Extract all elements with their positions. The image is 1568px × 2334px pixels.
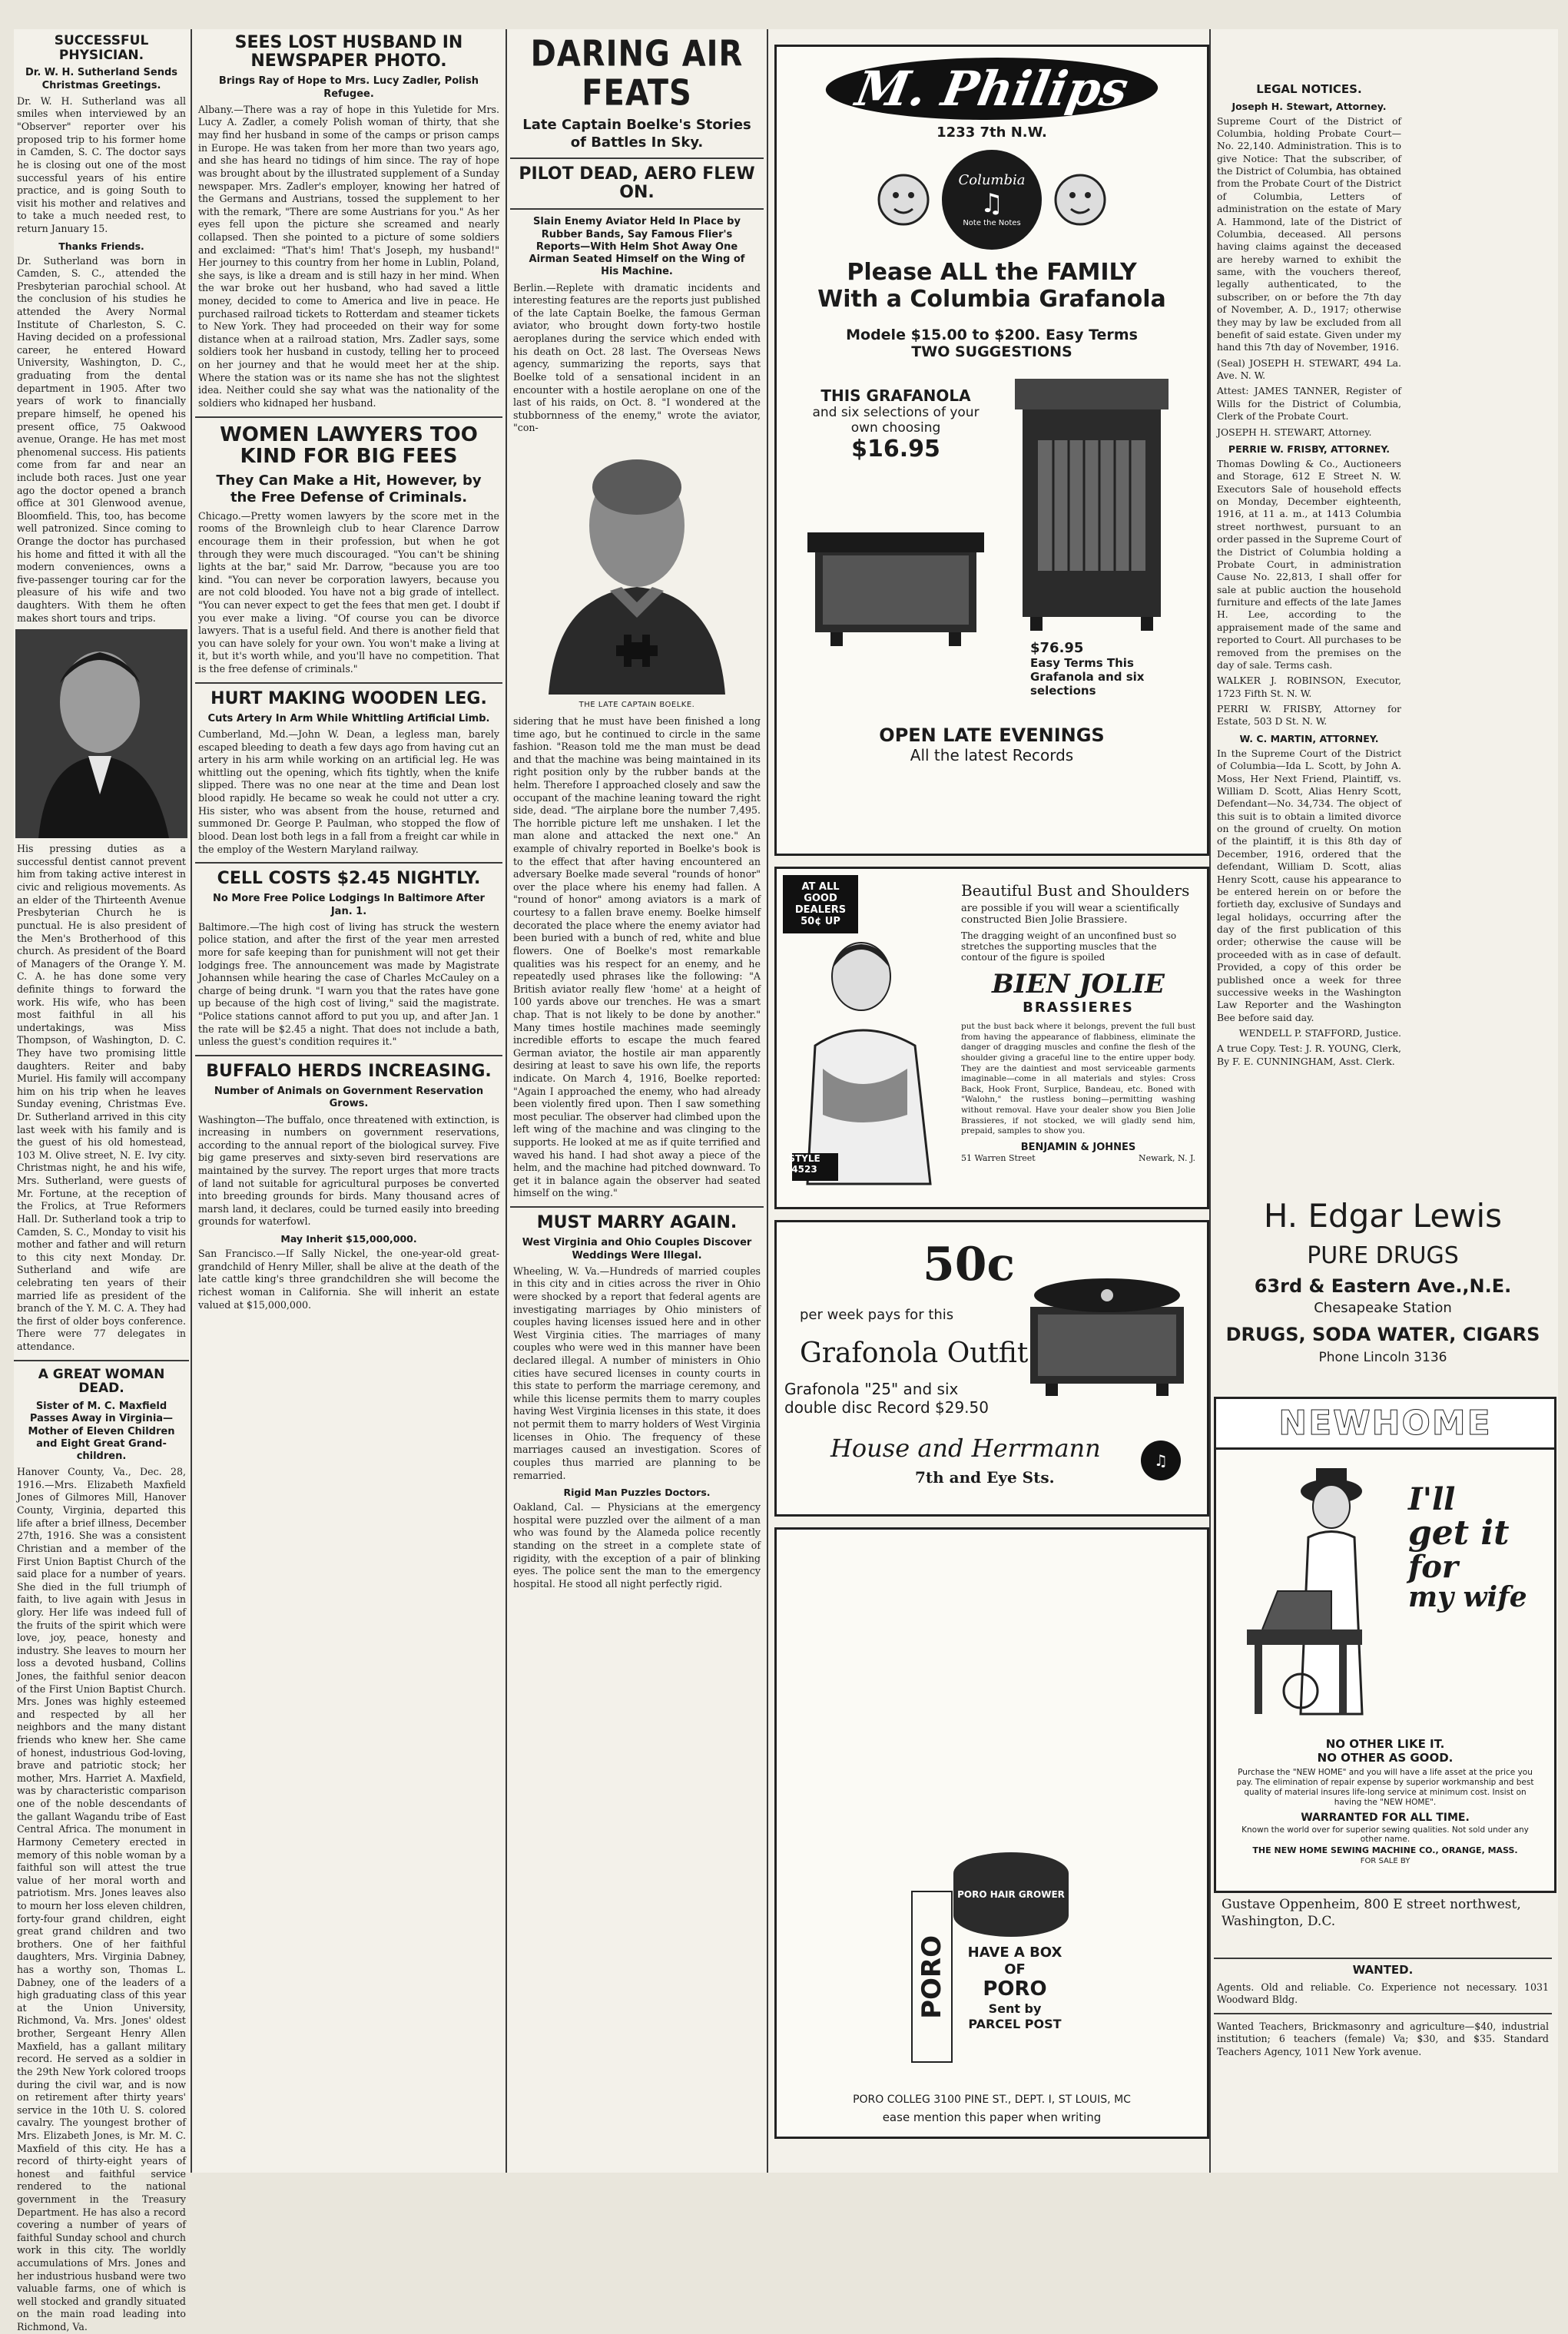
phillips-address: 1233 7th N.W. [936,124,1047,141]
phillips-footer [777,724,1207,764]
face-icon [1049,169,1111,230]
article-text: Cumberland, Md.—John W. Dean, a legless man, barely escaped bleeding to death a few days ago from having cut an artery in his arm while working on an artificial leg. He was whittling out the opening, which fits tightly, when the knife slipped. There was no one near at the time and Dean lost blood rapidly. He became so weak he could not utter a cry. His sister, who was absent from the house, returned and summoned Dr. George P. Paulman, who stopped the flow of blood. Dean lost both legs in a fall from a freight car while in the employ of the Western Maryland railway. [198,728,499,855]
offer-1 [800,386,992,462]
deck-daring-air-feats: Late Captain Boelke's Stories of Battles In Sky. [522,117,751,151]
deck-slain-enemy-aviator: Slain Enemy Aviator Held In Place by Rubber Bands, Say Famous Flier's Reports—With Helm Shot Away One Airman Seated Himself on the Wing of His Machine. [529,216,745,278]
column-rule [1209,29,1211,2173]
bien-street: 51 Warren Street [961,1153,1036,1164]
headline-sees-lost-husband: SEES LOST HUSBAND IN NEWSPAPER PHOTO. [234,33,463,71]
headline-great-woman-dead: A GREAT WOMAN DEAD. [38,1366,165,1397]
no-other-as-good: NO OTHER AS GOOD. [1317,1751,1454,1765]
subhead-rigid-man: Rigid Man Puzzles Doctors. [563,1487,711,1499]
divider [195,1055,502,1056]
new-home-warranted: WARRANTED FOR ALL TIME. [1301,1811,1470,1824]
headline-daring-air-feats: DARING AIR FEATS [530,34,744,114]
wanted-section [1214,1958,1552,2062]
poro-ad [774,1527,1209,2139]
lewis-line-1: PURE DRUGS [1307,1242,1459,1269]
new-home-dealer: Gustave Oppenheim, 800 E street northwest, Washington, D.C. [1222,1897,1521,1930]
offer-1-desc: and six selections of your own choosing [812,405,980,436]
article-text: Dr. W. H. Sutherland was all smiles when interviewed by an "Observer" reporter over his proposed trip to his former home in Camden, S. C. The doctor says he is closing out one of the most successful years of his entire practice, and is going South to visit his mother and relatives and to take a much needed rest, to return January 15. [17,94,186,234]
poro-sent: Sent by PARCEL POST [968,2001,1062,2031]
offer-1-title: THIS GRAFANOLA [820,386,971,405]
phillips-products [777,371,1207,801]
new-home-company: THE NEW HOME SEWING MACHINE CO., ORANGE, MASS. [1252,1845,1518,1855]
phillips-models: Modele $15.00 to $200. Easy Terms [846,327,1138,343]
face-icon [873,169,934,230]
phillips-headline-1: Please ALL the FAMILY [847,259,1137,286]
man-with-machine-illustration [1247,1460,1393,1722]
article-text: Hanover County, Va., Dec. 28, 1916.—Mrs. Elizabeth Maxfield Jones of Gilmores Mill, Hanover County, Virginia, departed this life after a brief illness, December 27th, 1916. She was a consistent Christian and a member of the First Union Baptist Church of the said place for a number of years. She died in the full triumph of faith, to live again with Jesus in glory. Her life was indeed full of the fruits of the spirit which were love, joy, peace, honesty and industry. She leaves to mourn her loss a devoted husband, Collins Jones, the faithful senior deacon of the First Union Baptist Church. Mrs. Jones was highly esteemed and respected by all her neighbors and the many distant friends who knew her. She came of honest, industrious God-loving, brave and patriotic stock; her mother, Mrs. Harriet A. Maxfield, was by characteristic comparison one of the noble descendants of the gallant Wagandu tribe of East Central Africa. The monument in Harmony Cemetery erected in memory of this noble woman by a faithful son will attest the true value of her moral worth and patriotism. Mrs. Jones leaves also to mourn her loss eleven children, forty-four grand children, eight great grand children and two brothers. One of her faithful daughters, Mrs. Virginia Dabney, has a worthy son, Thomas L. Dabney, one of the leaders of a high graduating class of this year at the Union University, Richmond, Va. Mrs. Jones' oldest brother, Sergeant Henry Allen Maxfield, has a gallant military record. He served as a soldier in the 29th New York colored troops during the civil war, and is now on retirement after thirty years' service in the 10th U. S. colored cavalry. The youngest brother of Mrs. Elizabeth Jones, is Mr. M. C. Maxfield of this city. He has a record of thirty-eight years of honest and faithful service rendered to the national government in the Treasury Department. He has also a record covering a number of years of faithful Sunday school and church work in this city. The worldly accumulations of Mrs. Jones and her industrious husband were two valuable farms, one of which is well stocked and grandly situated on the main road leading into Richmond, Va. [17,1466,186,2333]
house-per-week: per week pays for this [800,1307,954,1323]
style-number: STYLE 4523 [788,1153,820,1175]
phillips-logo [777,58,1207,141]
article-text: Baltimore.—The high cost of living has struck the western police station, and after the first of the year men arrested more for safe keeping than for punishment will not get their lodgings free. The announcement was made by Magistrate Johannsen while hearing the case of Charles McCauley on a charge of being drunk. "I warn you that the rates have gone up because of the high cost of living," said the magistrate. "Police stations cannot afford to put you up, and after Jan. 1 the rate will be $2.45 a night. That does not include a bath, unless the guest's condition requires it." [198,920,499,1048]
svg-text:♫: ♫ [1154,1451,1168,1470]
legal-notice-3: In the Supreme Court of the District of Columbia—Ida L. Scott, by John A. Moss, Her Next Friend, Plaintiff, vs. William D. Scott, Alias Henry Scott, Defendant—No. 34,734. The object of this suit is to obtain a limited divorce on the ground of cruelty. On motion of the plaintiff, it is this 8th day of December, 1916, ordered that the defendant, William D. Scott, alias Henry Scott, cause his appearance to be entered herein on or before the fortieth day, exclusive of Sundays and legal holidays, occurring after the day of the first publication of this order; otherwise the cause will be proceeded with as in case of default. Provided, a copy of this order be published once a week for three successive weeks in the Washington Law Reporter and the Washington Bee before said day. [1217,747,1401,1023]
legal-attest-1: Attest: JAMES TANNER, Register of Wills for the District of Columbia, Clerk of the Probate Court. [1217,385,1401,423]
open-late-evenings: OPEN LATE EVENINGS [879,724,1105,746]
lewis-phone: Phone Lincoln 3136 [1318,1350,1447,1365]
bien-jolie-text [961,881,1195,1163]
music-note-icon: ♫ [980,188,1004,219]
deck-sees-lost-husband: Brings Ray of Hope to Mrs. Lucy Zadler, Polish Refugee. [218,75,479,100]
poro-have: HAVE A BOX OF [967,1944,1062,1978]
article-text: His pressing duties as a successful dentist cannot prevent him from taking active interest in civic and religious movements. As an elder of the Thirteenth Avenue Presbyterian Church he is punctual. He is also president of the Men's Brotherhood of this church. As president of the Board of Managers of the Orange Y. M. C. A. he has done some very definite things to forward the work. His wife, who has been most faithful in all his undertakings, was Miss Thompson, of Washington, D. C. They have two promising little daughters. Reiter and baby Muriel. His family will accompany him on his trip when he leaves Sunday evening, Christmas Eve. Dr. Sutherland arrived in this city last week with his family and is the guest of his old homestead, 103 M. Olive street, N. E. Ivy city. Christmas night, he and his wife, Mrs. Sutherland, were guests of Mr. Fortune, at the reception of the Frolics, at True Reformers Hall. Dr. Sutherland took a trip to Camden, S. C., Monday to visit his mother and father and will return to this city next Monday. Dr. Sutherland and wife are celebrating ten years of their married life as president of the branch of the Y. M. C. A. They had the first of older boys conference. There were 77 delegates in attendance. [17,843,186,1353]
poro-vertical-brand: PORO [917,1935,947,2019]
poro-footer-2: ease mention this paper when writing [882,2110,1102,2124]
new-home-body: Purchase the "NEW HOME" and you will have a life asset at the price you pay. The elimination of repair expense by superior workmanship and best quality of material insures life-long service at minimum cost. Insist on having the "NEW HOME". [1236,1768,1534,1808]
deck-great-woman-dead: Sister of M. C. Maxfield Passes Away in Virginia—Mother of Eleven Children and Eight Great Grand-children. [28,1401,175,1462]
headline-hurt-making-wooden-leg: HURT MAKING WOODEN LEG. [211,688,487,708]
bien-brand-sub: BRASSIERES [1023,1000,1134,1016]
note-the-notes: Note the Notes [963,219,1021,227]
wanted-ad-2: Wanted Teachers, Brickmasonry and agriculture—$40, industrial institution; 6 teachers (female) Va; $30, and $35. Standard Teachers Agency, 1011 New York avenue. [1217,2020,1549,2057]
legal-signature-2b: PERRI W. FRISBY, Attorney for Estate, 503 D St. N. W. [1217,703,1401,728]
deck-women-lawyers: They Can Make a Hit, However, by the Free Defense of Criminals. [216,472,482,506]
legal-attorney-2: PERRIE W. FRISBY, ATTORNEY. [1228,443,1391,455]
legal-signature-1: JOSEPH H. STEWART, Attorney. [1217,426,1372,438]
bien-jolie-ad [774,867,1209,1209]
wanted-ad-1: Agents. Old and reliable. Co. Experience not necessary. 1031 Woodward Bldg. [1217,1981,1549,2006]
deck-buffalo-herds: Number of Animals on Government Reservation Grows. [214,1086,484,1110]
headline-successful-physician: SUCCESSFUL PHYSICIAN. [54,33,149,63]
legal-notices-headline: LEGAL NOTICES. [1256,82,1362,96]
tabletop-grafanola-icon [807,517,984,648]
divider [510,208,764,210]
new-home-slogan [1408,1481,1527,1614]
phillips-suggestions: TWO SUGGESTIONS [911,343,1072,360]
headline-cell-costs: CELL COSTS $2.45 NIGHTLY. [217,869,481,889]
new-home-ad [1214,1397,1556,1893]
article-text: Oakland, Cal. — Physicians at the emergency hospital were puzzled over the ailment of a man who was found by the Alameda police recently standing on the street in a complete state of rigidity, with the exception of a pair of blinking eyes. The police sent the man to the emergency hospital. He stood all night perfectly rigid. [513,1501,761,1590]
columbia-record-icon [942,150,1042,250]
offer-2 [1030,640,1161,698]
divider [14,1360,189,1361]
article-text: San Francisco.—If Sally Nickel, the one-year-old great-grandchild of Henry Miller, shall be alive at the death of the late cattle king's three grandchildren she will become the richest woman in California. She will inherit an estate valued at $15,000,000. [198,1248,499,1311]
bien-para-1: The dragging weight of an unconfined bust so stretches the supporting muscles that the contour of the figure is spoiled [961,930,1177,963]
lewis-line-2: 63rd & Eastern Ave.,N.E. [1254,1275,1512,1297]
deck-hurt-making-wooden-leg: Cuts Artery In Arm While Whittling Artificial Limb. [207,712,490,724]
new-home-text [1232,1737,1539,1865]
columbia-logo-icon [1138,1437,1184,1484]
lewis-line-4: DRUGS, SODA WATER, CIGARS [1225,1324,1540,1345]
article-text: Berlin.—Replete with dramatic incidents and interesting features are the reports just published of the late Captain Boelke, the famous German aviator, who brought down forty-two hostile aeroplanes during the service which ended with his death on Oct. 28 last. The Overseas News agency, summarizing the reports, says that Boelke told of a sensational incident in an encounter with a hostile aeroplane on one of the last of his raids, on Oct. 8. "I wondered at the stubbornness of the enemy," wrote the aviator, "con- [513,281,761,434]
article-text: Wheeling, W. Va.—Hundreds of married couples in this city and in cities across the river in Ohio were shocked by a report that federal agents are investigating marriages by Ohio ministers of couples having licenses issued here and in other West Virginia cities. The marriages of many couples who were wed in this manner have been declared illegal. A number of ministers in Ohio cities have secured licenses in county courts in this state to perform the marriage ceremony, and while this license permits them to marry couples having West Virginia licenses in this state, it does not permit them to marry holders of West Virginia licenses in Ohio. The frequency of these marriages caused an investigation. Scores of couples thus married are planning to be remarried. [513,1265,761,1481]
house-herrmann-ad [774,1220,1209,1517]
bien-intro: are possible if you will wear a scientifically constructed Bien Jolie Brassiere. [961,903,1179,926]
lewis-name: H. Edgar Lewis [1263,1197,1503,1235]
divider [510,157,764,159]
deck-must-marry-again: West Virginia and Ohio Couples Discover Weddings Were Illegal. [522,1237,752,1261]
woman-brassiere-illustration [792,938,946,1184]
column-rule [767,29,768,2173]
columbia-record-graphic [777,150,1207,250]
house-desc: Grafonola "25" and six double disc Record $29.50 [784,1380,989,1417]
subhead-pilot-dead: PILOT DEAD, AERO FLEW ON. [519,164,755,203]
grafonola-outfit-icon [1023,1253,1192,1399]
phillips-headline-2: With a Columbia Grafanola [817,286,1166,313]
deck-successful-physician: Dr. W. H. Sutherland Sends Christmas Greetings. [25,67,177,91]
poro-footer-1: PORO COLLEG 3100 PINE ST., DEPT. I, ST LOUIS, MC [853,2094,1131,2106]
columbia-label: Columbia [958,172,1026,188]
offer-1-price: $16.95 [851,436,940,462]
bien-title: Beautiful Bust and Shoulders [961,881,1190,900]
bien-address [961,1153,1195,1163]
wanted-headline: WANTED. [1352,1963,1414,1977]
column-rule [191,29,192,2173]
portrait-image [15,629,187,838]
portrait-photo [15,629,187,838]
article-text: Albany.—There was a ray of hope in this Yuletide for Mrs. Lucy A. Zadler, a comely Polish woman of thirty, that she may find her husband in some of the camps or prison camps in Europe. He was taken from her more than two years ago, and she has heard no tidings of him since. The ray of hope was brought about by the illustrated supplement of a Sunday newspaper. Mrs. Zadler's employer, knowing her hatred of the Germans and Austrians, tossed the supplement to her with the remark, "There are some Austrians for you." As her eyes fell upon the picture she screamed and nearly collapsed. Then she pointed to a picture of some soldiers and exclaimed: "That's him! That's Joseph, my husband!" Her journey to this country from her home in Lublin, Poland, she says, is like a dream and is still hazy in her mind. When the war broke out her husband, who had saved a little money, decided to come to America and live in peace. He purchased railroad tickets to Rotterdam and steamer tickets to New York. They had proceeded on their way for some distance when at a railroad station, Mrs. Zadler says, some soldiers took her husband in custody, telling her to proceed on her journey and that he would meet her at the ship. Where the station was or its name she has not the slightest idea. Neither could she say what was the nationality of the soldiers who kidnaped her husband. [198,103,499,409]
no-other-like-it: NO OTHER LIKE IT. [1325,1737,1445,1751]
headline-women-lawyers: WOMEN LAWYERS TOO KIND FOR BIG FEES [220,423,478,469]
boelke-caption: THE LATE CAPTAIN BOELKE. [578,700,695,709]
legal-attorney-1: Joseph H. Stewart, Attorney. [1232,100,1387,112]
legal-notice-1: Supreme Court of the District of Columbia, holding Probate Court—No. 22,140. Administration. This is to give Notice: That the subscriber, of the District of Columbia, has obtained from the Probate Court of the District of Columbia, Letters of administration on the estate of Mary A. Hammond, late of the District of Columbia, deceased. All persons having claims against the deceased are hereby warned to exhibit the same, with the vouchers thereof, legally authenticated, to the subscriber, on or before the 7th day of November, A. D., 1917; otherwise they may by law be excluded from all benefit of said estate. Given under my hand this 7th day of November, 1916. [1217,114,1401,353]
divider [195,682,502,684]
offer-2-price: $76.95 [1030,640,1084,656]
divider [510,1206,764,1208]
bien-brand: BIEN JOLIE [992,969,1165,1000]
column-1 [14,29,189,2333]
boelke-portrait-image [518,441,756,695]
latest-records: All the latest Records [910,746,1074,764]
article-text: Chicago.—Pretty women lawyers by the score met in the rooms of the Brownleigh club to hear Clarence Darrow encourage them in their profession, but when he got through they were much discouraged. "You can't be shining lights at the bar," said Mr. Darrow, "because you are too kind. "You can never be corporation lawyers, because you are not cold blooded. You have not a big grade of intellect. "You can never expect to get the fees that men get. I doubt if you ever make a living. "Of course you can be divorce lawyers. That is a useful field. And there is another field that you can have solely for your own. You won't make a living at it, but it's worth while, and you'll have no competition. That is the free defense of criminals." [198,509,499,675]
slogan-line-4: my wife [1408,1581,1527,1614]
legal-notice-2: Thomas Dowling & Co., Auctioneers and Storage, 612 E Street N. W. Executors Sale of household effects on Monday, December eighteenth, 1916, at 11 a. m., at 1413 Columbia street northwest, pursuant to an order passed in the Supreme Court of the District of Columbia holding a Probate Court, in administration Cause No. 22,813, I shall offer for sale at public auction the household furniture and effects of the late James H. Lee, according to the appraisement made of the same and reported to Court. All purchases to be removed from the premises on the day of sale. Terms cash. [1217,457,1401,671]
subhead-thanks-friends: Thanks Friends. [58,240,144,252]
bien-para-2: put the bust back where it belongs, prevent the full bust from having the appearance of flabbiness, eliminate the danger of dragging muscles and confine the flesh of the shoulder giving a graceful line to the entire upper body. They are the daintiest and most serviceable garments imaginable—come in all materials and styles: Cross Back, Hook Front, Surplice, Bandeau, etc. Boned with "Walohn," the rustless boning—permitting washing without removal. Have your dealer show you Bien Jolie Brassieres, if not stocked, we will gladly send him, prepaid, samples to show you. [961,1022,1195,1136]
phillips-grafanola-ad [774,45,1209,856]
slogan-line-1: I'll [1408,1481,1456,1517]
new-home-known: Known the world over for superior sewing qualities. Not sold under any other name. [1241,1825,1529,1844]
slogan-line-3: for [1408,1549,1458,1586]
offer-2-desc: Easy Terms This Grafanola and six selections [1030,656,1145,698]
cabinet-grafanola-icon [1015,379,1169,632]
poro-side-box [911,1891,953,2063]
column-3 [510,29,764,2173]
lewis-line-3: Chesapeake Station [1314,1300,1452,1316]
column-2 [195,29,502,2173]
legal-copy-3: A true Copy. Test: J. R. YOUNG, Clerk, By F. E. CUNNINGHAM, Asst. Clerk. [1217,1043,1401,1067]
legal-signature-2a: WALKER J. ROBINSON, Executor, 1723 Fifth St. N. W. [1217,675,1401,699]
headline-must-marry-again: MUST MARRY AGAIN. [536,1213,738,1233]
article-text: Washington—The buffalo, once threatened with extinction, is increasing in numbers on government reservations, according to the annual report of the biological survey. Five big game preserves and sixty-seven bird reservations are maintained by the survey. The report urges that more tracts of land not suitable for agricultural purposes be converted into breeding grounds for birds. Many thousand acres of marsh land, it declares, could be turned easily into breeding grounds for waterfowl. [198,1113,499,1228]
legal-justice-3: WENDELL P. STAFFORD, Justice. [1238,1027,1401,1039]
house-price: 50c [923,1238,1016,1291]
lewis-drugs-ad [1214,1197,1552,1381]
new-home-brand: NEWHOME [1216,1399,1554,1450]
article-text: sidering that he must have been finished a long time ago, but he continued to circle in the same fashion. "Reason told me the man must be dead and that the machine was being maintained in its right position only by the rubber bands at the helm. Therefore I approached closely and saw the occupant of the machine leaning toward the right side, dead. "The airplane bore the number 7,495. The horrible picture left me unshaken. I let the man alone and attacked the next one." An example of chivalry reported in Boelke's book is to the effect that after having encountered an adversary Boelke made several "rounds of honor" over the place where his enemy had fallen. A "round of honor" among aviators is a mark of courtesy to a fallen brave enemy. Boelke himself decorated the place where the enemy aviator had been buried with a bunch of red, white and blue flowers. One of Boelke's most remarkable qualities was his respect for an enemy, and he repeatedly used phrases like the following: "A British aviator really flew 'home' at a height of 100 yards above our trenches. He was a smart chap. That is not likely to be done by another." Many times hostile machines made seemingly incredible efforts to escape the much feared German aviator, the hostile air man apparently desiring at least to save his own life, the reports indicate. On March 4, 1916, Boelke reported: "Again I approached the enemy, who had already been violently fired upon. Then I saw something most peculiar. The observer had climbed upon the left wing of the machine and was clinging to the supports. He looked at me as if quite terrified and waved his hand. I had shot away a piece of the helm, and the machine had pitched downward. To get it in balance again the observer had seated himself on the wing." [513,714,761,1199]
divider [195,862,502,864]
new-home-for-sale: FOR SALE BY [1360,1856,1411,1865]
headline-buffalo-herds: BUFFALO HERDS INCREASING. [206,1061,492,1081]
house-store: House and Herrmann [830,1434,1101,1463]
phillips-logo-text: M. Philips [820,58,1164,120]
legal-attorney-3: W. C. MARTIN, ATTORNEY. [1239,732,1379,744]
poro-text [961,1944,1069,2031]
bien-company: BENJAMIN & JOHNES [1020,1142,1136,1154]
bien-jolie-logo [961,969,1195,1016]
legal-seal-1: (Seal) JOSEPH H. STEWART, 494 La. Ave. N. W. [1217,356,1401,381]
divider [195,416,502,418]
boelke-photo [518,441,756,709]
divider [1214,2013,1552,2014]
article-text: Dr. Sutherland was born in Camden, S. C., attended the Presbyterian parochial school. At the conclusion of his studies he attended the Avery Normal Institute of Charleston, S. C. Having decided on a professional career, he entered Howard University, Washington, D. C., graduating from the dental department in 1905. After two years of work to financially prepare himself, he opened his present office, 75 Oakwood avenue, Orange. He has met most phenomenal success. His patients come from far and near an include both races. Just one year ago the doctor opened a branch office at 301 Glenwood avenue, Bloomfield. This, too, has become well patronized. Since coming to Orange the doctor has purchased his home and fitted it with all the modern conveniences, owns a five-passenger touring car for the pleasure of his wife and two daughters. With them he often makes short tours and trips. [17,254,186,624]
house-outfit: Grafonola Outfit [800,1338,1029,1369]
column-rule [506,29,507,2173]
newspaper-page [14,29,1558,2333]
bien-city: Newark, N. J. [1139,1153,1195,1164]
dealers-badge: AT ALL GOOD DEALERS 50¢ UP [783,875,858,933]
poro-brand: PORO [983,1978,1047,2001]
house-address: 7th and Eye Sts. [915,1468,1055,1487]
deck-cell-costs: No More Free Police Lodgings In Baltimore After Jan. 1. [213,893,485,917]
subhead-may-inherit: May Inherit $15,000,000. [280,1233,417,1245]
poro-tin-icon: PORO HAIR GROWER [953,1852,1069,1937]
slogan-line-2: get it [1408,1513,1510,1553]
